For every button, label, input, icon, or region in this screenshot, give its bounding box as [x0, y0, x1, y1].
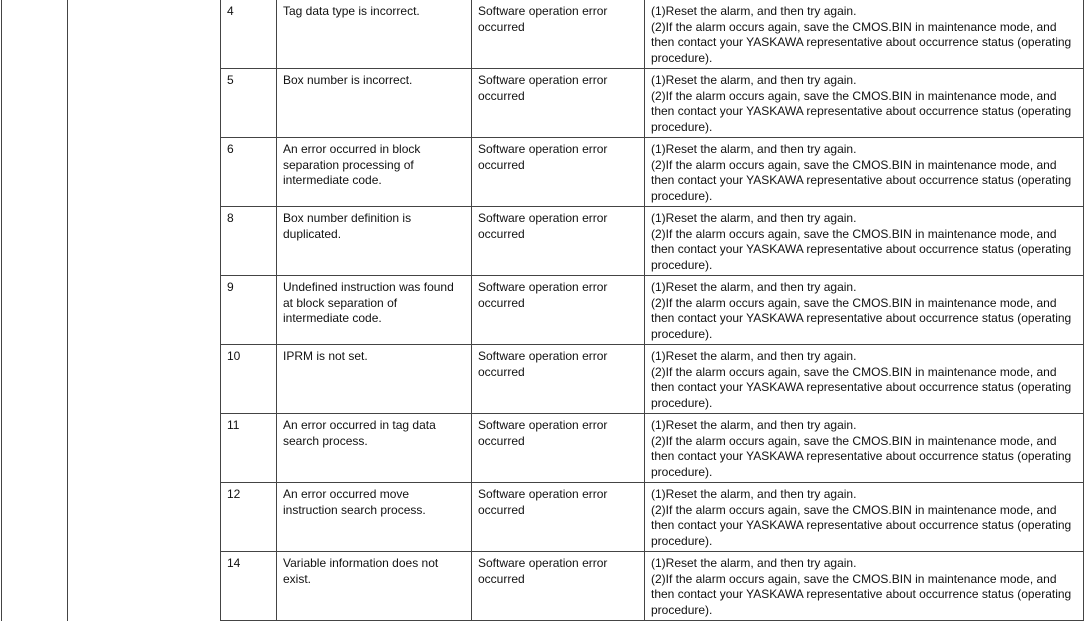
description-cell	[277, 483, 472, 552]
sub-code-cell	[221, 483, 277, 552]
cause: Software operation error occurred	[478, 418, 608, 448]
remedy-step-1: (1)Reset the alarm, and then try again.	[651, 142, 857, 156]
cause-cell	[472, 414, 645, 483]
remedy-cell	[645, 276, 1084, 345]
remedy-cell	[645, 414, 1084, 483]
remedy-step-2: (2)If the alarm occurs again, save the CMOS.BIN in maintenance mode, and then contact your YASKAWA representative about occurrence status (operating procedure).	[651, 502, 1072, 548]
remedy-step-1: (1)Reset the alarm, and then try again.	[651, 487, 857, 501]
alarm-table	[1, 0, 1084, 621]
table-row	[2, 276, 1084, 345]
description: An error occurred in block separation processing of intermediate code.	[283, 142, 421, 187]
alarm-name-cell	[68, 207, 221, 276]
sub-code-cell	[221, 69, 277, 138]
cause: Software operation error occurred	[478, 4, 608, 34]
remedy-step-1: (1)Reset the alarm, and then try again.	[651, 556, 857, 570]
table-body	[2, 0, 1084, 621]
alarm-name-cell	[68, 483, 221, 552]
alarm-name-cell	[68, 276, 221, 345]
cause-cell	[472, 276, 645, 345]
remedy-cell	[645, 345, 1084, 414]
remedy-step-1: (1)Reset the alarm, and then try again.	[651, 280, 857, 294]
description-cell	[277, 207, 472, 276]
alarm-name-cell	[68, 414, 221, 483]
remedy-step-1: (1)Reset the alarm, and then try again.	[651, 349, 857, 363]
remedy-cell	[645, 483, 1084, 552]
remedy-step-2: (2)If the alarm occurs again, save the CMOS.BIN in maintenance mode, and then contact your YASKAWA representative about occurrence status (operating procedure).	[651, 364, 1072, 410]
sub-code: 8	[227, 211, 234, 225]
alarm-number-cell	[2, 0, 68, 69]
sub-code: 12	[227, 487, 241, 501]
cause-cell	[472, 0, 645, 69]
remedy-cell	[645, 207, 1084, 276]
table-row	[2, 138, 1084, 207]
remedy-step-1: (1)Reset the alarm, and then try again.	[651, 211, 857, 225]
alarm-number-cell	[2, 414, 68, 483]
table-row	[2, 552, 1084, 621]
sub-code-cell	[221, 552, 277, 621]
description-cell	[277, 414, 472, 483]
cause-cell	[472, 345, 645, 414]
sub-code: 10	[227, 349, 241, 363]
remedy-step-2: (2)If the alarm occurs again, save the CMOS.BIN in maintenance mode, and then contact your YASKAWA representative about occurrence status (operating procedure).	[651, 433, 1072, 479]
description-cell	[277, 69, 472, 138]
sub-code-cell	[221, 345, 277, 414]
table-row	[2, 414, 1084, 483]
sub-code: 9	[227, 280, 234, 294]
alarm-number-cell	[2, 138, 68, 207]
description-cell	[277, 0, 472, 69]
alarm-name-cell	[68, 69, 221, 138]
table-row	[2, 345, 1084, 414]
description: An error occurred in tag data search process.	[283, 418, 436, 448]
description-cell	[277, 138, 472, 207]
description: An error occurred move instruction search process.	[283, 487, 426, 517]
remedy-cell	[645, 69, 1084, 138]
sub-code: 4	[227, 4, 234, 18]
description: Undefined instruction was found at block separation of intermediate code.	[283, 280, 454, 325]
sub-code-cell	[221, 276, 277, 345]
remedy-cell	[645, 552, 1084, 621]
table-row	[2, 207, 1084, 276]
remedy-step-1: (1)Reset the alarm, and then try again.	[651, 418, 857, 432]
alarm-number-cell	[2, 483, 68, 552]
description: Tag data type is incorrect.	[283, 4, 420, 18]
remedy-step-2: (2)If the alarm occurs again, save the CMOS.BIN in maintenance mode, and then contact your YASKAWA representative about occurrence status (operating procedure).	[651, 157, 1072, 203]
alarm-number-cell	[2, 276, 68, 345]
description: Box number definition is duplicated.	[283, 211, 412, 241]
alarm-number-cell	[2, 69, 68, 138]
alarm-name-cell	[68, 138, 221, 207]
alarm-name-cell	[68, 0, 221, 69]
remedy-cell	[645, 0, 1084, 69]
cause: Software operation error occurred	[478, 349, 608, 379]
cause-cell	[472, 552, 645, 621]
alarm-name-cell	[68, 552, 221, 621]
description: Box number is incorrect.	[283, 73, 413, 87]
cause: Software operation error occurred	[478, 280, 608, 310]
alarm-name-cell	[68, 345, 221, 414]
cause-cell	[472, 483, 645, 552]
table-row	[2, 483, 1084, 552]
remedy-step-1: (1)Reset the alarm, and then try again.	[651, 4, 857, 18]
cause-cell	[472, 69, 645, 138]
cause: Software operation error occurred	[478, 142, 608, 172]
sub-code: 6	[227, 142, 234, 156]
description-cell	[277, 276, 472, 345]
sub-code-cell	[221, 0, 277, 69]
description-cell	[277, 552, 472, 621]
description: IPRM is not set.	[283, 349, 368, 363]
remedy-step-2: (2)If the alarm occurs again, save the CMOS.BIN in maintenance mode, and then contact your YASKAWA representative about occurrence status (operating procedure).	[651, 295, 1072, 341]
remedy-step-2: (2)If the alarm occurs again, save the CMOS.BIN in maintenance mode, and then contact your YASKAWA representative about occurrence status (operating procedure).	[651, 571, 1072, 617]
cause: Software operation error occurred	[478, 556, 608, 586]
cause: Software operation error occurred	[478, 211, 608, 241]
sub-code-cell	[221, 414, 277, 483]
cause-cell	[472, 207, 645, 276]
alarm-number-cell	[2, 345, 68, 414]
remedy-step-2: (2)If the alarm occurs again, save the CMOS.BIN in maintenance mode, and then contact your YASKAWA representative about occurrence status (operating procedure).	[651, 19, 1072, 65]
table-row	[2, 0, 1084, 69]
remedy-step-2: (2)If the alarm occurs again, save the CMOS.BIN in maintenance mode, and then contact your YASKAWA representative about occurrence status (operating procedure).	[651, 88, 1072, 134]
description-cell	[277, 345, 472, 414]
cause: Software operation error occurred	[478, 487, 608, 517]
sub-code: 14	[227, 556, 241, 570]
sub-code: 5	[227, 73, 234, 87]
alarm-number-cell	[2, 552, 68, 621]
table-row	[2, 69, 1084, 138]
sub-code-cell	[221, 138, 277, 207]
remedy-cell	[645, 138, 1084, 207]
sub-code: 11	[227, 418, 240, 432]
alarm-number-cell	[2, 207, 68, 276]
cause-cell	[472, 138, 645, 207]
description: Variable information does not exist.	[283, 556, 439, 586]
remedy-step-1: (1)Reset the alarm, and then try again.	[651, 73, 857, 87]
sub-code-cell	[221, 207, 277, 276]
remedy-step-2: (2)If the alarm occurs again, save the CMOS.BIN in maintenance mode, and then contact your YASKAWA representative about occurrence status (operating procedure).	[651, 226, 1072, 272]
cause: Software operation error occurred	[478, 73, 608, 103]
